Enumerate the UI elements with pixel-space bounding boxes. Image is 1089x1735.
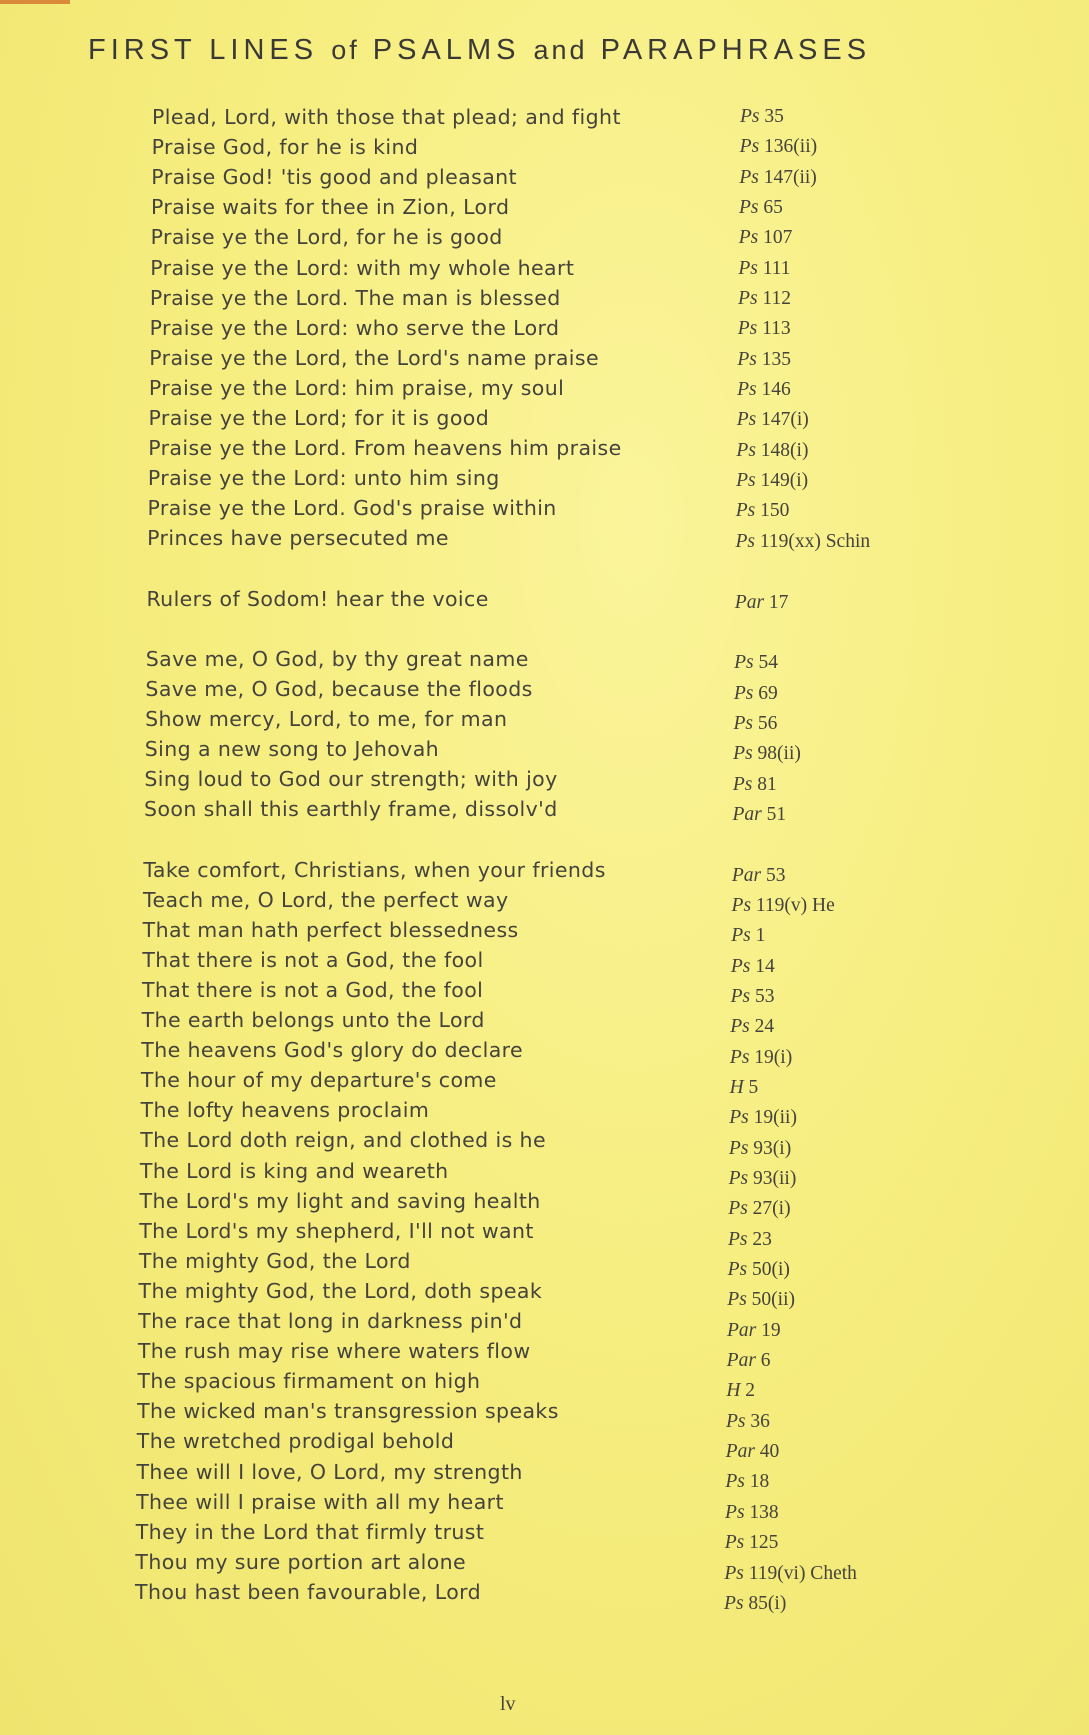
reference-type: Ps bbox=[725, 1471, 745, 1493]
index-entry bbox=[151, 195, 509, 225]
reference-number: 81 bbox=[757, 773, 777, 795]
psalm-reference bbox=[728, 1259, 790, 1281]
index-entry bbox=[141, 1098, 430, 1128]
psalm-reference bbox=[730, 1047, 792, 1069]
reference-type: Ps bbox=[738, 288, 758, 310]
index-entry bbox=[150, 256, 574, 286]
first-line-text: Praise waits for thee in Zion, Lord bbox=[150, 195, 510, 220]
index-entry bbox=[137, 1399, 559, 1429]
reference-type: Ps bbox=[728, 1198, 748, 1220]
first-line-text: Thee will I praise with all my heart bbox=[136, 1489, 504, 1514]
reference-number: 19(ii) bbox=[753, 1107, 797, 1129]
first-line-text: Praise ye the Lord. God's praise within bbox=[147, 496, 557, 521]
reference-number: 146 bbox=[761, 379, 791, 401]
first-line-text: Sing a new song to Jehovah bbox=[144, 737, 440, 762]
first-line-text: Soon shall this earthly frame, dissolv'd bbox=[144, 797, 558, 822]
psalm-reference bbox=[733, 804, 787, 826]
first-line-text: That there is not a God, the fool bbox=[141, 977, 484, 1002]
reference-number: 147(ii) bbox=[763, 166, 817, 188]
reference-number: 135 bbox=[761, 348, 792, 370]
reference-type: H bbox=[726, 1380, 741, 1402]
reference-number: 50(ii) bbox=[751, 1289, 795, 1311]
reference-type: Ps bbox=[739, 166, 759, 188]
reference-number: 69 bbox=[758, 682, 778, 704]
psalm-reference bbox=[740, 106, 784, 128]
psalm-reference bbox=[730, 1016, 774, 1038]
first-line-text: Praise ye the Lord: who serve the Lord bbox=[149, 315, 560, 340]
psalm-reference bbox=[732, 895, 835, 917]
first-line-text: Sing loud to God our strength; with joy bbox=[144, 767, 558, 792]
psalm-reference bbox=[727, 1350, 771, 1372]
reference-type: Ps bbox=[727, 1289, 747, 1311]
index-entry bbox=[140, 1189, 541, 1219]
reference-type: Par bbox=[731, 864, 762, 886]
first-line-text: Save me, O God, because the floods bbox=[145, 676, 533, 701]
index-entry bbox=[142, 978, 483, 1008]
reference-number: 93(i) bbox=[753, 1137, 792, 1159]
index-entry bbox=[142, 948, 483, 978]
reference-type: Par bbox=[734, 591, 765, 613]
first-line-text: Praise ye the Lord: him praise, my soul bbox=[148, 375, 565, 400]
first-line-text: Praise ye the Lord: unto him sing bbox=[147, 466, 500, 491]
psalm-reference bbox=[727, 1320, 781, 1342]
reference-number: 136(ii) bbox=[764, 136, 818, 158]
first-line-text: Praise God, for he is kind bbox=[151, 135, 419, 160]
index-entry bbox=[145, 677, 532, 707]
reference-number: 14 bbox=[755, 955, 775, 977]
reference-number: 51 bbox=[766, 803, 787, 825]
page-title bbox=[88, 34, 871, 67]
reference-number: 111 bbox=[762, 257, 791, 279]
reference-type: Ps bbox=[735, 530, 755, 552]
index-entry bbox=[143, 858, 605, 888]
first-line-text: Rulers of Sodom! hear the voice bbox=[146, 586, 489, 611]
reference-type: Ps bbox=[729, 1046, 750, 1068]
reference-number: 119(v) He bbox=[755, 894, 835, 916]
psalm-reference bbox=[735, 531, 870, 553]
first-line-text: Praise God! 'tis good and pleasant bbox=[151, 165, 518, 190]
reference-number: 113 bbox=[762, 318, 791, 340]
reference-type: Ps bbox=[739, 197, 759, 219]
index-entry bbox=[138, 1309, 522, 1339]
reference-type: Ps bbox=[724, 1532, 745, 1554]
reference-type: Ps bbox=[728, 1168, 749, 1190]
reference-type: H bbox=[729, 1077, 744, 1098]
reference-number: 125 bbox=[749, 1532, 779, 1554]
psalm-reference bbox=[736, 500, 790, 522]
index-entry bbox=[139, 1219, 534, 1249]
first-line-text: Praise ye the Lord. The man is blessed bbox=[149, 285, 561, 310]
first-line-text: Thou my sure portion art alone bbox=[135, 1549, 467, 1574]
index-entry bbox=[142, 1008, 485, 1038]
first-line-text: They in the Lord that firmly trust bbox=[135, 1519, 485, 1544]
psalm-reference bbox=[727, 1289, 795, 1311]
index-entry bbox=[146, 647, 529, 677]
index-entry bbox=[140, 1128, 546, 1158]
reference-type: Ps bbox=[736, 409, 757, 431]
psalm-reference bbox=[738, 258, 790, 280]
reference-type: Par bbox=[732, 803, 762, 825]
reference-type: Par bbox=[726, 1319, 757, 1341]
psalm-reference bbox=[731, 956, 775, 978]
reference-number: 6 bbox=[760, 1350, 771, 1372]
index-entry bbox=[152, 135, 419, 165]
psalm-reference bbox=[725, 1502, 779, 1524]
first-line-text: The Lord is king and weareth bbox=[139, 1158, 449, 1183]
first-line-text: The earth belongs unto the Lord bbox=[141, 1008, 485, 1032]
index-entry bbox=[149, 406, 490, 436]
title-part-paraphrases: PARAPHRASES bbox=[600, 34, 872, 66]
reference-number: 2 bbox=[745, 1380, 756, 1402]
psalm-reference bbox=[726, 1380, 755, 1402]
psalm-reference bbox=[726, 1411, 770, 1433]
index-entry bbox=[148, 496, 557, 526]
psalm-reference bbox=[736, 440, 808, 462]
title-part-and: and bbox=[533, 35, 588, 65]
index-entry bbox=[149, 346, 599, 376]
reference-type: Ps bbox=[731, 925, 751, 947]
reference-type: Ps bbox=[737, 348, 757, 370]
reference-type: Ps bbox=[729, 1107, 749, 1129]
first-line-text: Plead, Lord, with those that plead; and fight bbox=[152, 105, 621, 129]
psalm-reference bbox=[733, 774, 777, 796]
psalm-reference bbox=[729, 1168, 797, 1190]
index-entry bbox=[135, 1550, 466, 1580]
reference-number: 5 bbox=[748, 1077, 759, 1098]
psalm-reference bbox=[724, 1563, 857, 1585]
reference-number: 40 bbox=[759, 1441, 780, 1463]
index-entry bbox=[149, 376, 564, 406]
reference-type: Ps bbox=[733, 743, 753, 765]
reference-number: 17 bbox=[768, 591, 789, 613]
reference-type: Ps bbox=[735, 500, 756, 522]
first-line-text: Princes have persecuted me bbox=[147, 526, 449, 551]
reference-number: 35 bbox=[764, 106, 784, 127]
index-entry bbox=[143, 888, 509, 918]
reference-type: Ps bbox=[724, 1562, 744, 1584]
index-entry bbox=[139, 1279, 543, 1309]
psalm-reference bbox=[726, 1441, 780, 1463]
first-line-text: The heavens God's glory do declare bbox=[141, 1038, 524, 1063]
first-line-text: The mighty God, the Lord bbox=[138, 1248, 411, 1273]
index-entry bbox=[146, 587, 488, 617]
reference-type: Par bbox=[726, 1350, 756, 1372]
reference-type: Ps bbox=[731, 894, 752, 916]
reference-type: Ps bbox=[724, 1592, 744, 1614]
reference-type: Ps bbox=[736, 470, 756, 492]
reference-number: 149(i) bbox=[760, 470, 809, 492]
psalm-reference bbox=[739, 227, 793, 249]
index-entry bbox=[148, 436, 621, 466]
index-entry bbox=[147, 526, 449, 556]
index-entry bbox=[144, 767, 557, 797]
first-line-text: Thee will I love, O Lord, my strength bbox=[136, 1459, 523, 1484]
reference-type: Ps bbox=[734, 652, 754, 674]
first-line-text: Save me, O God, by thy great name bbox=[145, 646, 529, 671]
reference-number: 138 bbox=[749, 1501, 779, 1523]
first-line-text: The Lord doth reign, and clothed is he bbox=[140, 1128, 546, 1153]
reference-number: 53 bbox=[765, 864, 786, 886]
reference-number: 148(i) bbox=[760, 439, 809, 461]
psalm-reference bbox=[733, 743, 801, 765]
index-entry bbox=[150, 316, 560, 346]
index-entry bbox=[138, 1339, 531, 1369]
index-entry bbox=[145, 707, 507, 737]
reference-number: 27(i) bbox=[752, 1198, 791, 1220]
reference-number: 147(i) bbox=[761, 409, 809, 431]
psalm-reference bbox=[740, 136, 817, 158]
psalm-reference bbox=[725, 1471, 769, 1493]
reference-number: 98(ii) bbox=[757, 743, 801, 765]
first-line-text: The race that long in darkness pin'd bbox=[138, 1309, 523, 1333]
reference-number: 65 bbox=[763, 197, 783, 219]
psalm-reference bbox=[734, 683, 778, 705]
psalm-reference bbox=[738, 318, 791, 340]
title-part-first-lines: FIRST LINES bbox=[88, 34, 319, 66]
index-entry bbox=[150, 286, 561, 316]
first-line-text: Praise ye the Lord, for he is good bbox=[150, 225, 503, 250]
reference-type: Ps bbox=[737, 318, 758, 340]
psalm-reference bbox=[728, 1229, 772, 1251]
psalm-reference bbox=[729, 1107, 797, 1129]
page-edge-mark bbox=[0, 0, 70, 4]
reference-number: 93(ii) bbox=[752, 1168, 797, 1190]
reference-type: Ps bbox=[730, 1016, 750, 1038]
reference-number: 50(i) bbox=[752, 1259, 790, 1281]
first-line-text: Show mercy, Lord, to me, for man bbox=[145, 707, 508, 731]
index-entry bbox=[141, 1068, 497, 1098]
reference-type: Ps bbox=[740, 106, 760, 127]
index-entry bbox=[137, 1369, 480, 1399]
psalm-reference bbox=[725, 1532, 779, 1554]
psalm-reference bbox=[736, 470, 808, 492]
psalm-reference bbox=[733, 713, 777, 735]
index-entry bbox=[151, 225, 503, 255]
psalm-reference bbox=[731, 986, 775, 1008]
reference-type: Ps bbox=[733, 682, 754, 704]
reference-type: Ps bbox=[738, 257, 758, 279]
psalm-reference bbox=[737, 349, 791, 371]
reference-type: Ps bbox=[730, 985, 751, 1007]
reference-number: 23 bbox=[752, 1228, 772, 1250]
reference-number: 150 bbox=[760, 500, 790, 522]
psalm-reference bbox=[735, 592, 789, 614]
index-entry bbox=[136, 1490, 504, 1520]
reference-number: 19(i) bbox=[754, 1046, 793, 1068]
reference-number: 85(i) bbox=[748, 1592, 787, 1614]
index-entry bbox=[152, 105, 621, 135]
first-line-text: That there is not a God, the fool bbox=[142, 947, 484, 972]
psalm-reference bbox=[729, 1138, 791, 1160]
reference-number: 24 bbox=[754, 1016, 775, 1038]
first-line-text: The Lord's my shepherd, I'll not want bbox=[139, 1218, 534, 1243]
first-line-text: Praise ye the Lord. From heavens him praise bbox=[148, 436, 622, 461]
first-line-text: The wicked man's transgression speaks bbox=[137, 1399, 559, 1424]
reference-number: 107 bbox=[763, 227, 793, 249]
reference-number: 53 bbox=[754, 985, 775, 1007]
first-line-text: The mighty God, the Lord, doth speak bbox=[138, 1278, 543, 1303]
index-entry bbox=[136, 1460, 522, 1490]
reference-type: Ps bbox=[732, 773, 753, 795]
psalm-reference bbox=[739, 197, 783, 219]
reference-type: Ps bbox=[727, 1228, 748, 1250]
reference-number: 54 bbox=[758, 652, 779, 674]
reference-type: Ps bbox=[738, 227, 759, 249]
first-line-text: The rush may rise where waters flow bbox=[137, 1339, 531, 1364]
page-number: lv bbox=[500, 1693, 516, 1715]
reference-number: 119(xx) Schin bbox=[759, 530, 871, 552]
reference-type: Ps bbox=[726, 1410, 746, 1432]
index-entry bbox=[137, 1429, 455, 1459]
reference-number: 112 bbox=[762, 288, 791, 310]
reference-type: Ps bbox=[728, 1137, 749, 1159]
first-line-text: Praise ye the Lord; for it is good bbox=[148, 406, 490, 430]
title-part-of: of bbox=[331, 35, 360, 65]
first-line-text: Take comfort, Christians, when your friends bbox=[143, 857, 606, 882]
index-entry bbox=[135, 1580, 481, 1610]
psalm-reference bbox=[731, 925, 765, 947]
index-entry bbox=[136, 1520, 485, 1550]
reference-type: Ps bbox=[727, 1259, 748, 1281]
first-line-text: The hour of my departure's come bbox=[140, 1068, 497, 1093]
psalm-reference bbox=[737, 379, 791, 401]
first-line-text: Praise ye the Lord: with my whole heart bbox=[150, 255, 575, 280]
first-line-text: Praise ye the Lord, the Lord's name praise bbox=[149, 345, 599, 370]
psalm-reference bbox=[724, 1593, 786, 1615]
first-line-text: Teach me, O Lord, the perfect way bbox=[143, 887, 509, 912]
index-entry bbox=[140, 1159, 449, 1189]
reference-type: Par bbox=[725, 1441, 755, 1463]
index-entry bbox=[139, 1249, 411, 1279]
reference-number: 119(vi) Cheth bbox=[748, 1562, 857, 1584]
index-entry bbox=[143, 918, 519, 948]
reference-type: Ps bbox=[730, 955, 751, 977]
reference-type: Ps bbox=[733, 712, 753, 734]
first-line-text: Thou hast been favourable, Lord bbox=[135, 1579, 482, 1604]
psalm-reference bbox=[728, 1198, 790, 1220]
reference-type: Ps bbox=[739, 136, 760, 158]
reference-number: 56 bbox=[757, 712, 778, 734]
first-line-text: The spacious firmament on high bbox=[137, 1369, 481, 1394]
first-line-text: That man hath perfect blessedness bbox=[142, 917, 519, 942]
index-entry bbox=[144, 797, 558, 827]
index-entry bbox=[148, 466, 500, 496]
first-line-text: The Lord's my light and saving health bbox=[139, 1188, 541, 1213]
psalm-reference bbox=[738, 288, 791, 310]
psalm-reference bbox=[732, 865, 786, 887]
title-part-psalms: PSALMS bbox=[372, 34, 521, 66]
reference-type: Ps bbox=[725, 1501, 745, 1523]
reference-number: 1 bbox=[755, 925, 766, 947]
psalm-reference bbox=[737, 409, 809, 431]
first-line-text: The lofty heavens proclaim bbox=[140, 1098, 430, 1123]
reference-type: Ps bbox=[737, 379, 757, 401]
reference-number: 36 bbox=[750, 1410, 770, 1432]
reference-number: 18 bbox=[749, 1471, 770, 1493]
reference-number: 19 bbox=[761, 1319, 781, 1341]
first-line-text: The wretched prodigal behold bbox=[136, 1429, 455, 1454]
psalm-reference bbox=[734, 652, 778, 674]
reference-type: Ps bbox=[736, 439, 756, 461]
psalm-reference bbox=[730, 1077, 759, 1099]
index-entry bbox=[141, 1038, 523, 1068]
index-entry bbox=[145, 737, 439, 767]
psalm-reference bbox=[739, 167, 816, 189]
index-entry bbox=[151, 165, 517, 195]
